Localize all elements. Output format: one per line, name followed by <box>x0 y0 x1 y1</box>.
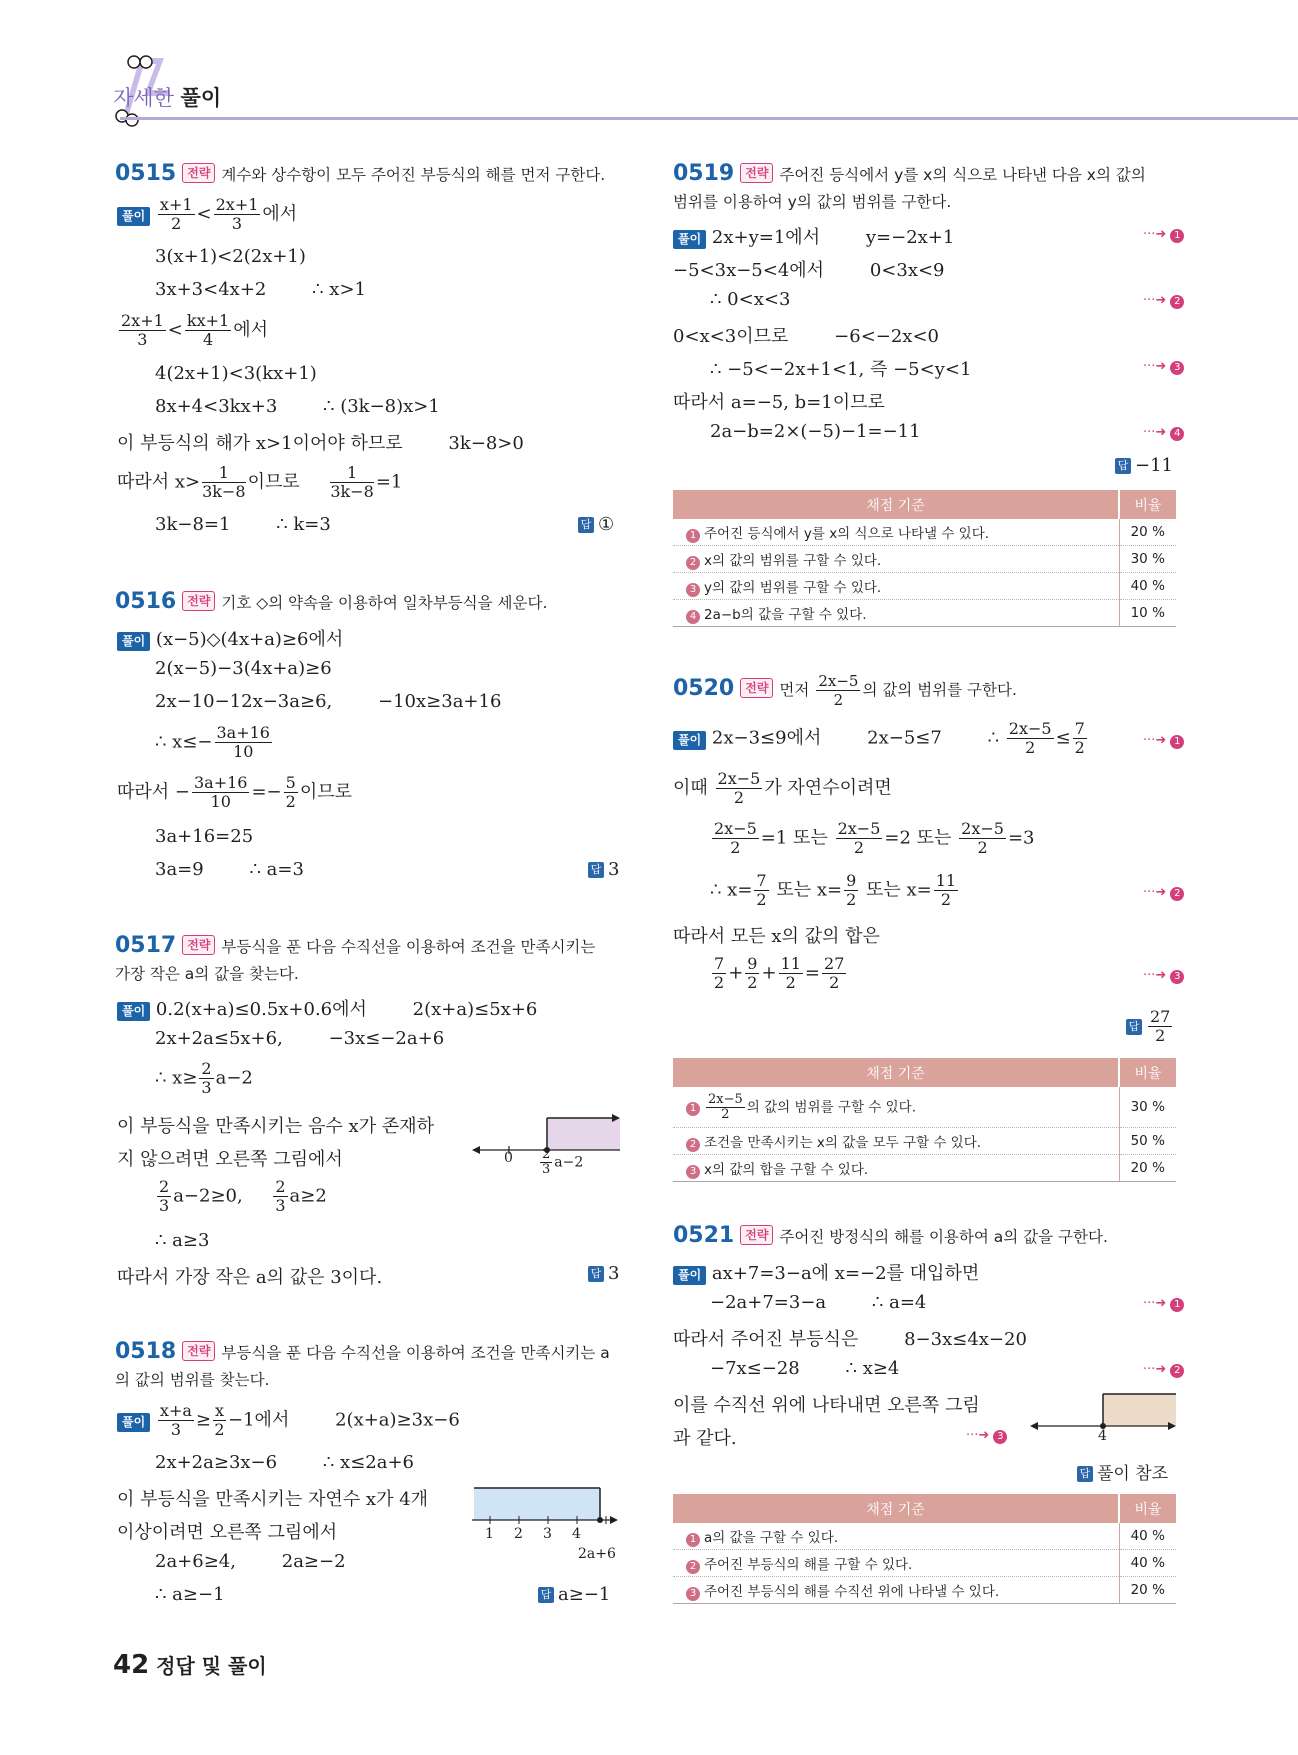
answer-icon: 답 <box>538 1587 554 1603</box>
q0519-line4: 0<x<3이므로 −6<−2x<0 <box>673 326 939 347</box>
step-marker: ···➜ 1 <box>1143 1296 1184 1312</box>
q0517-line4: 이 부등식을 만족시키는 음수 x가 존재하 <box>117 1116 434 1137</box>
q0518-line5: 2a+6≥4, 2a≥−2 <box>155 1551 346 1572</box>
q0521-line6: 과 같다. <box>673 1428 737 1449</box>
strategy-tag: 전략 <box>182 1341 215 1361</box>
q0521-line3: 따라서 주어진 부등식은 8−3x≤4x−20 <box>673 1329 1027 1350</box>
q0521-answer: 답 풀이 참조 <box>1077 1459 1168 1484</box>
strategy-tag: 전략 <box>182 935 215 955</box>
question-number: 0521 <box>673 1223 735 1248</box>
step-marker: ···➜ 4 <box>1143 425 1184 441</box>
q0516-line3: 2x−10−12x−3a≥6, −10x≥3a+16 <box>155 691 502 712</box>
table-row: 1 $\frac{2x-5}{2}$ 의 값의 범위를 구할 수 있다. 30 % <box>673 1087 1176 1128</box>
q0519-line5: ∴ −5<−2x+1<1, 즉 −5<y<1 <box>710 359 972 380</box>
step-marker: ···➜ 3 <box>1143 359 1184 375</box>
question-number: 0518 <box>115 1339 177 1364</box>
q0519-header: 0519 전략 주어진 등식에서 y를 x의 식으로 나타낸 다음 x의 값의 범위를 이용하여 y의 값의 범위를 구한다. <box>673 161 1146 211</box>
fig-tick-label: 4 <box>1098 1428 1107 1444</box>
fig-zero-label: 0 <box>504 1150 513 1166</box>
q0521-criteria-table: 채점 기준 비율 1 a의 값을 구할 수 있다. 40 % 2 주어진 부등식의 해를 구할 수 있다. 40 % 3 주어진 부등식의 해를 수직선 위에 나타낼 수 있다. 20 % <box>673 1494 1176 1604</box>
table-row: 2 x의 값의 범위를 구할 수 있다. 30 % <box>673 546 1176 573</box>
strategy-tag: 전략 <box>740 163 773 183</box>
q0520-line1: 풀이 2x−3≤9에서 2x−5≤7 ∴ $\frac{2x-5}{2}$ ≤ $\frac{7}{2}$ <box>673 720 1089 757</box>
fig-end-label: 2a+6 <box>578 1546 616 1562</box>
q0520-line3: $\frac{2x-5}{2}$ =1 또는 $\frac{2x-5}{2}$ =2 또는 $\frac{2x-5}{2}$ =3 <box>714 819 1035 857</box>
q0518-line4: 이상이려면 오른쪽 그림에서 <box>117 1522 338 1543</box>
q0518-header: 0518 전략 부등식을 푼 다음 수직선을 이용하여 조건을 만족시키는 a 의 값의 범위를 찾는다. <box>115 1339 610 1389</box>
q0520-criteria-table: 채점 기준 비율 1 $\frac{2x-5}{2}$ 의 값의 범위를 구할 수 있다. 30 % 2 조건을 만족시키는 x의 값을 모두 구할 수 있다. 50 % 3 x의 값의 합을 구할 수 있다. 20 % <box>673 1058 1176 1182</box>
solution-tag: 풀이 <box>117 1002 150 1021</box>
table-row: 2 주어진 부등식의 해를 구할 수 있다. 40 % <box>673 1550 1176 1577</box>
table-row: 3 주어진 부등식의 해를 수직선 위에 나타낼 수 있다. 20 % <box>673 1577 1176 1604</box>
q0518-line1: 풀이 $\frac{x+a}{3}$ ≥ $\frac{x}{2}$ −1에서 2(x+a)≥3x−6 <box>117 1402 460 1439</box>
solution-tag: 풀이 <box>117 632 150 651</box>
question-number: 0520 <box>673 676 735 701</box>
question-number: 0517 <box>115 933 177 958</box>
fig-tick-label: 2 <box>514 1526 523 1542</box>
q0516-header: 0516 전략 기호 ◇의 약속을 이용하여 일차부등식을 세운다. <box>115 589 548 614</box>
strategy-tag: 전략 <box>182 591 215 611</box>
q0515-line7: 이 부등식의 해가 x>1이어야 하므로 3k−8>0 <box>117 433 524 454</box>
q0516-answer: 답 3 <box>588 859 619 880</box>
question-number: 0515 <box>115 161 177 186</box>
answer-icon: 답 <box>588 1266 604 1282</box>
table-row: 1 주어진 등식에서 y를 x의 식으로 나타낼 수 있다. 20 % <box>673 519 1176 546</box>
step-marker: ···➜ 1 <box>1143 227 1184 243</box>
q0520-answer: 답 $\frac{27}{2}$ <box>1126 1008 1174 1045</box>
q0519-line3: ∴ 0<x<3 <box>710 289 791 310</box>
q0517-header: 0517 전략 부등식을 푼 다음 수직선을 이용하여 조건을 만족시키는 가장 작은 a의 값을 찾는다. <box>115 933 596 983</box>
answer-icon: 답 <box>1115 458 1131 474</box>
q0519-line7: 2a−b=2×(−5)−1=−11 <box>710 421 921 442</box>
step-marker: ···➜ 3 <box>1143 968 1184 984</box>
q0520-line2: 이때 $\frac{2x-5}{2}$ 가 자연수이려면 <box>673 769 892 807</box>
fig-tick-label: 4 <box>572 1526 581 1542</box>
header-title: 자세한 풀이 <box>113 86 222 110</box>
q0519-answer: 답 −11 <box>1115 455 1173 476</box>
q0517-line8: 따라서 가장 작은 a의 값은 3이다. <box>117 1267 383 1288</box>
q0516-line7: 3a=9 ∴ a=3 <box>155 859 304 880</box>
q0515-line3: 3x+3<4x+2 ∴ x>1 <box>155 279 366 300</box>
question-number: 0516 <box>115 589 177 614</box>
q0515-line5: 4(2x+1)<3(kx+1) <box>155 363 317 384</box>
q0519-line2: −5<3x−5<4에서 0<3x<9 <box>673 260 945 281</box>
q0515-line6: 8x+4<3kx+3 ∴ (3k−8)x>1 <box>155 396 440 417</box>
step-marker: ···➜ 2 <box>1143 1362 1184 1378</box>
strategy-tag: 전략 <box>182 163 215 183</box>
q0518-line6: ∴ a≥−1 <box>155 1584 225 1605</box>
q0516-line4: ∴ x≤− $\frac{3a+16}{10}$ <box>155 723 270 761</box>
q0520-line4: ∴ x= $\frac{7}{2}$ 또는 x= $\frac{9}{2}$ 또는 x= $\frac{11}{2}$ <box>710 871 957 909</box>
q0520-line5: 따라서 모든 x의 값의 합은 <box>673 926 880 947</box>
q0516-line5: 따라서 − $\frac{3a+16}{10}$ =− $\frac{5}{2}$ 이므로 <box>117 773 352 811</box>
q0516-line2: 2(x−5)−3(4x+a)≥6 <box>155 658 332 679</box>
step-marker: ···➜ 2 <box>1143 885 1184 901</box>
answer-icon: 답 <box>578 517 594 533</box>
q0517-line5: 지 않으려면 오른쪽 그림에서 <box>117 1149 343 1170</box>
q0515-header: 0515 전략 계수와 상수항이 모두 주어진 부등식의 해를 먼저 구한다. <box>115 161 606 186</box>
q0515-answer: 답 ① <box>578 514 614 535</box>
strategy-tag: 전략 <box>740 678 773 698</box>
solution-tag: 풀이 <box>673 230 706 249</box>
solution-tag: 풀이 <box>673 1266 706 1285</box>
q0520-header: 0520 전략 먼저 $\frac{2x-5}{2}$ 의 값의 범위를 구한다. <box>673 672 1017 709</box>
q0518-line3: 이 부등식을 만족시키는 자연수 x가 4개 <box>117 1489 429 1510</box>
q0521-line2: −2a+7=3−a ∴ a=4 <box>710 1292 927 1313</box>
fig-tick-label: 1 <box>485 1526 494 1542</box>
strategy-tag: 전략 <box>740 1225 773 1245</box>
q0520-line6: $\frac{7}{2}$ + $\frac{9}{2}$ + $\frac{11}{2}$ = $\frac{27}{2}$ <box>714 954 845 992</box>
q0515-line1: 풀이 $\frac{x+1}{2}$ < $\frac{2x+1}{3}$ 에서 <box>117 196 297 233</box>
table-row: 1 a의 값을 구할 수 있다. 40 % <box>673 1523 1176 1550</box>
q0517-line1: 풀이 0.2(x+a)≤0.5x+0.6에서 2(x+a)≤5x+6 <box>117 995 537 1021</box>
q0521-header: 0521 전략 주어진 방정식의 해를 이용하여 a의 값을 구한다. <box>673 1223 1108 1248</box>
table-row: 2 조건을 만족시키는 x의 값을 모두 구할 수 있다. 50 % <box>673 1128 1176 1155</box>
step-marker: ···➜ 1 <box>1143 733 1184 749</box>
q0517-line6: $\frac{2}{3}$ a−2≥0, $\frac{2}{3}$ a≥2 <box>159 1177 327 1215</box>
step-marker: ···➜ 2 <box>1143 293 1184 309</box>
q0515-line4: $\frac{2x+1}{3}$ < $\frac{kx+1}{4}$ 에서 <box>121 311 268 349</box>
q0521-line1: 풀이 ax+7=3−a에 x=−2를 대입하면 <box>673 1259 979 1285</box>
q0515-line2: 3(x+1)<2(2x+1) <box>155 246 306 267</box>
table-row: 3 y의 값의 범위를 구할 수 있다. 40 % <box>673 573 1176 600</box>
question-number: 0519 <box>673 161 735 186</box>
q0516-line6: 3a+16=25 <box>155 826 254 847</box>
q0515-line9: 3k−8=1 ∴ k=3 <box>155 514 331 535</box>
answer-icon: 답 <box>1077 1466 1093 1482</box>
answer-icon: 답 <box>588 862 604 878</box>
q0517-answer: 답 3 <box>588 1263 619 1284</box>
q0517-line2: 2x+2a≤5x+6, −3x≤−2a+6 <box>155 1028 445 1049</box>
solution-tag: 풀이 <box>117 207 150 226</box>
table-row: 4 2a−b의 값을 구할 수 있다. 10 % <box>673 600 1176 627</box>
answer-icon: 답 <box>1126 1019 1142 1035</box>
q0518-answer: 답 a≥−1 <box>538 1584 610 1605</box>
q0519-line1: 풀이 2x+y=1에서 y=−2x+1 <box>673 223 954 249</box>
q0521-line4: −7x≤−28 ∴ x≥4 <box>710 1358 900 1379</box>
step-marker: ···➜ 3 <box>966 1428 1007 1444</box>
q0517-line7: ∴ a≥3 <box>155 1230 210 1251</box>
q0521-line5: 이를 수직선 위에 나타내면 오른쪽 그림 <box>673 1395 980 1416</box>
header-rule <box>120 117 1298 120</box>
table-row: 3 x의 값의 합을 구할 수 있다. 20 % <box>673 1155 1176 1182</box>
q0516-line1: 풀이 (x−5)◇(4x+a)≥6에서 <box>117 625 343 651</box>
q0517-line3: ∴ x≥ $\frac{2}{3}$ a−2 <box>155 1059 253 1097</box>
fig-label: $\frac{2}{3}$ a−2 <box>542 1147 584 1177</box>
solution-tag: 풀이 <box>117 1413 150 1432</box>
page-footer: 42 정답 및 풀이 <box>113 1650 267 1680</box>
q0518-line2: 2x+2a≥3x−6 ∴ x≤2a+6 <box>155 1452 414 1473</box>
q0515-line8: 따라서 x> $\frac{1}{3k-8}$ 이므로 $\frac{1}{3k-8}$ =1 <box>117 463 403 501</box>
q0519-line6: 따라서 a=−5, b=1이므로 <box>673 392 885 413</box>
fig-tick-label: 3 <box>543 1526 552 1542</box>
solution-tag: 풀이 <box>673 731 706 750</box>
q0519-criteria-table: 채점 기준 비율 1 주어진 등식에서 y를 x의 식으로 나타낼 수 있다. 20 % 2 x의 값의 범위를 구할 수 있다. 30 % 3 y의 값의 범위를 구할 수 있다. 40 % 4 2a−b의 값을 구할 수 있다. 10 % <box>673 490 1176 627</box>
